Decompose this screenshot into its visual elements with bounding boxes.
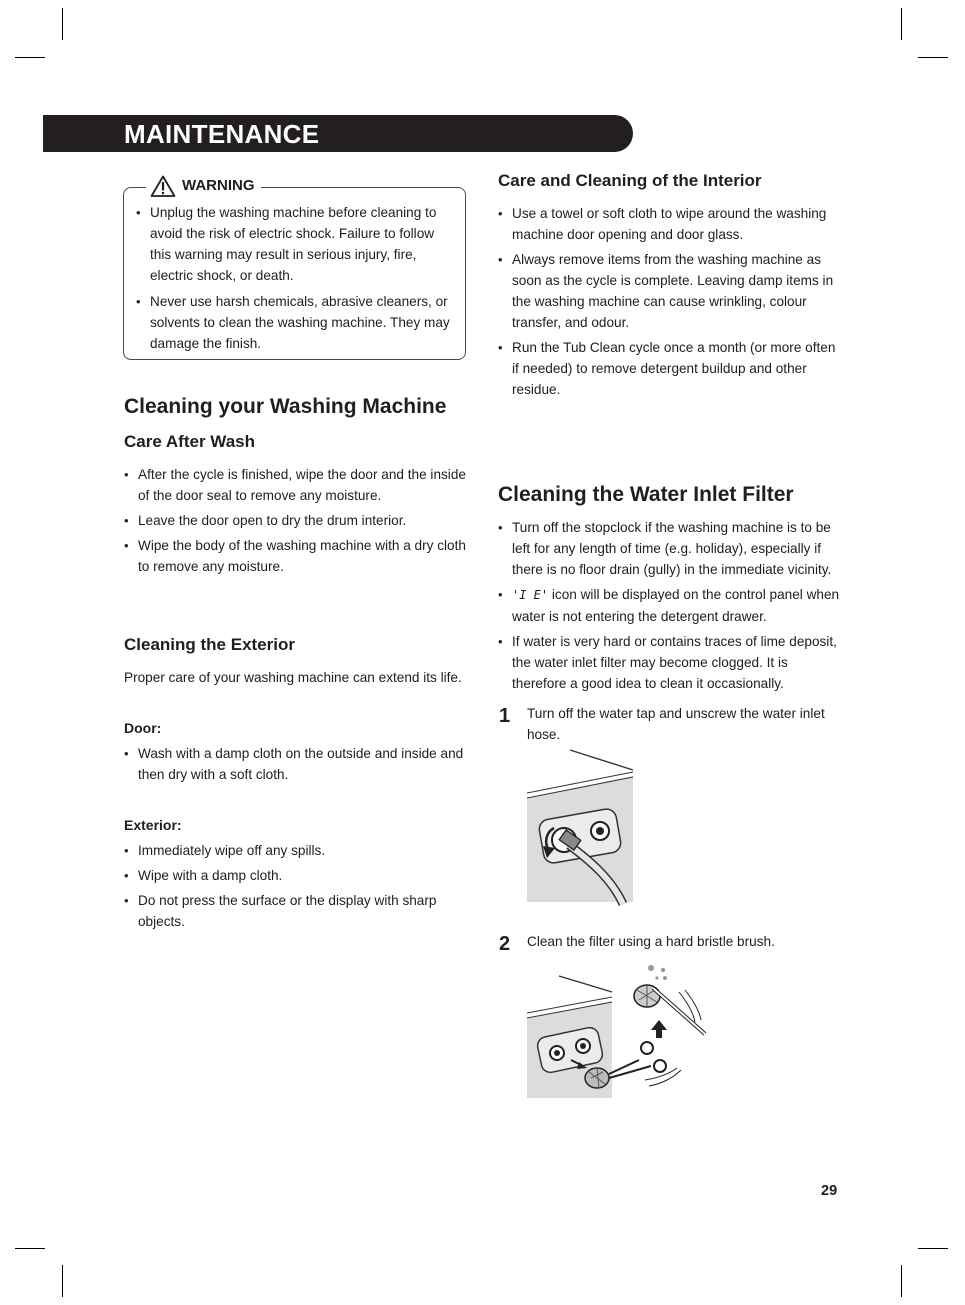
- heading-interior: Care and Cleaning of the Interior: [498, 171, 762, 190]
- clean-filter-illustration: [527, 962, 717, 1102]
- warning-box: [123, 187, 466, 360]
- crop-mark: [918, 57, 948, 58]
- warning-item: • Unplug the washing machine before cleaning to avoid the risk of electric shock. Failure to follow this warning may result in serious injury, fire, electric shock, or death.: [136, 202, 454, 286]
- exterior-label: Exterior:: [124, 817, 182, 833]
- section-title-inlet-filter: Cleaning the Water Inlet Filter: [498, 483, 794, 506]
- crop-mark: [15, 57, 45, 58]
- heading-care-after-wash: Care After Wash: [124, 432, 255, 451]
- list-item: • Wipe the body of the washing machine with a dry cloth to remove any moisture.: [124, 535, 469, 577]
- door-label: Door:: [124, 720, 162, 736]
- inlet-filter-list: [498, 517, 843, 698]
- warning-triangle-icon: [150, 175, 176, 197]
- list-item: • Immediately wipe off any spills.: [124, 840, 469, 861]
- list-item: • Use a towel or soft cloth to wipe around the washing machine door opening and door glass.: [498, 203, 843, 245]
- list-item: • Do not press the surface or the display with sharp objects.: [124, 890, 469, 932]
- step-text: Turn off the water tap and unscrew the water inlet hose.: [527, 706, 825, 742]
- warning-heading: [146, 173, 261, 199]
- section-title-cleaning-machine: Cleaning your Washing Machine: [124, 395, 447, 418]
- crop-mark: [901, 1265, 902, 1297]
- list-item: • If water is very hard or contains traces of lime deposit, the water inlet filter may become clogged. It is therefore a good idea to clean it occasionally.: [498, 631, 843, 694]
- heading-cleaning-exterior: Cleaning the Exterior: [124, 635, 295, 654]
- crop-mark: [62, 1265, 63, 1297]
- interior-list: [498, 203, 843, 404]
- warning-item: • Never use harsh chemicals, abrasive cleaners, or solvents to clean the washing machine. They may damage the finish.: [136, 291, 454, 354]
- step-text: Clean the filter using a hard bristle brush.: [527, 934, 775, 949]
- door-list: [124, 743, 469, 789]
- list-item: • Leave the door open to dry the drum interior.: [124, 510, 469, 531]
- error-code-ie: 'I E': [512, 588, 549, 602]
- list-item: • Wipe with a damp cloth.: [124, 865, 469, 886]
- unscrew-hose-illustration: [527, 748, 637, 906]
- exterior-list: [124, 840, 469, 936]
- list-item: • Always remove items from the washing machine as soon as the cycle is complete. Leaving damp items in the washing machine can cause wrinkling, colour transfer, and odour.: [498, 249, 843, 333]
- crop-mark: [901, 8, 902, 40]
- crop-mark: [15, 1248, 45, 1249]
- warning-label: WARNING: [182, 177, 255, 194]
- step-number: 1: [499, 705, 511, 727]
- crop-mark: [62, 8, 63, 40]
- list-item: • Wash with a damp cloth on the outside and inside and then dry with a soft cloth.: [124, 743, 469, 785]
- page-number: 29: [821, 1183, 838, 1199]
- step-number: 2: [499, 933, 511, 955]
- list-item: • Turn off the stopclock if the washing machine is to be left for any length of time (e.g. holiday), especially if there is no floor drain (gully) in the immediate vicinity.: [498, 517, 843, 580]
- list-item: • After the cycle is finished, wipe the door and the inside of the door seal to remove any moisture.: [124, 464, 469, 506]
- error-code-text: icon will be displayed on the control panel when water is not entering the detergent drawer.: [512, 587, 840, 624]
- list-item: [498, 584, 843, 627]
- crop-mark: [918, 1248, 948, 1249]
- page-title: MAINTENANCE: [124, 119, 320, 149]
- care-after-wash-list: [124, 464, 469, 581]
- exterior-intro: Proper care of your washing machine can extend its life.: [124, 670, 462, 685]
- list-item: • Run the Tub Clean cycle once a month (or more often if needed) to remove detergent buildup and other residue.: [498, 337, 843, 400]
